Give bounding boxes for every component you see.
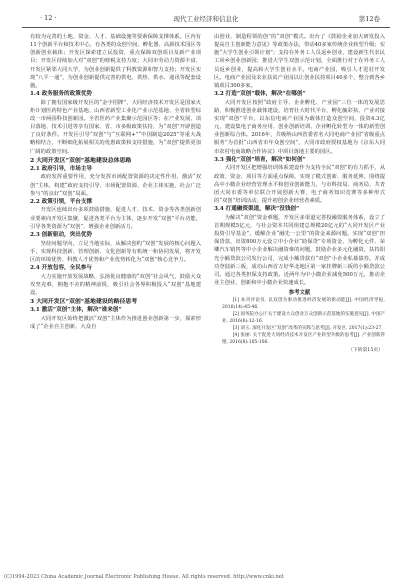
page-number: · 12 · [40,14,57,22]
section-heading: 1.4 政务服务的政策优势 [30,91,93,98]
section-heading: 2.3 创新驱动，突出优势 [30,231,93,238]
volume-label: 第12卷 [358,15,380,23]
section-heading: 2.2 政策引领，平台支撑 [30,198,93,205]
running-header [22,12,390,26]
paragraph: 由创业、制造程领的创”的“双创”模式。出台了《鼓励企业加大研发投入提高自主创新能力意见》等政策办法，带动40多家传统企业转型升级；实施“大学生创业引领计划”；支持在外务工人员返乡创业，建设新生代农民工回乡创业创新园；推进大学生双创示范计划，全面推行对于在外务工人员返乡创业，提高和大学生创业水平。电商产业园，吸引人才进驻开发区。电商产业园及农业扶贫产业园以让创业扶持项目40多个，整合到各乡镇项目300多家。 [214,34,385,89]
right-column [214,33,385,354]
section-heading: 3.4 打通融资渠道，解决“没钱创” [214,206,300,213]
continued-note: （下转第15页） [348,347,383,353]
journal-title: 现代工业经济和信息化 [173,15,239,23]
section-heading: 2 大同开发区“双创”基地建设总体思路 [30,156,132,164]
paragraph: 为解决“双创”资金难题，开发区多渠道完善投融资服务体系，设立了首期规模5亿元，与社会资本共同组建总规模20亿元的“大同开发区产业投资引导基金”，缓解企业“融先一公里”的资金来源问题。实现“双创”担保贷款，出资800万元设立中小企业“助保贷”专项资金，为孵化元件、荣卿汽车销售等中小企业解决融资难的问题，鼓励企业多元化融资，扶持阳光小额贷款公司发行公司，完成小额贷款有“双创”小企业私募债券。并成功登陆新三板，成功山西首万好华北地区第一家挂牌新三板的小额贷款公司。通过各类担保支持政策。近两年为中小微企业减免500万元，推动企业主创业，创新和中小微企业快速成长。 [214,214,385,286]
left-column [30,33,201,331]
section-heading: 3.2 打造“双创”载体，解决“在哪创” [214,91,306,98]
section-heading: 2.4 开放包容，全民参与 [30,264,93,271]
header-rule [22,27,390,28]
paragraph: 大力实施开放发展战略，弘扬优良健康的“双创”社会风气，鼓励大众攻坚克难，拥抱不舍的精神前锐，吸引社会各界积极投入“双创”基地建设。 [30,273,201,296]
reference-item: [3] 刘玉. 深化开发区“双创”改革的实践与思考[J]. 开发区, 2017(1):23-27. [232,325,383,331]
paragraph: 坚持问题导向，立足当地实际，从解决创约“双创”发展的核心问题入手，实现科技创新、管理创新、文化创新等有机统一和协同发展，将开发区的环境优势、科教人才优势和产业优势转化为“双创”核心竞争力。 [30,240,201,263]
section-heading: 3.3 强化“双创”培育，解决“如何创” [214,156,306,163]
paragraph: 除了拥有国家级开发区的“金字招牌”，大同经济技术开发区是国家火炬计划医药特色产业基地、山西省新型工业化产业示范基地、全省转型综改一市两园科技创新园。全省医药产业集聚示范园区等；在产业发展、项目落地、技术引进等享有国家、省、市多级政策扶持，为“双创”开辟创造了良好条件。开发区引导“双创”与“互联网+”“中国制造2025”等重大战略相结合，不断细化拓展相关的优惠政策和支持措施，为“双创”提供更加广阔的政策空间。 [30,99,201,155]
paragraph: 大同开发区始终把激活“双创”主体作为推进创业创新第一步，探索形成了“企业自主创新、大众自 [30,315,201,330]
reference-item: [1] 本刊评论员. 以双创为驱动推进经济发展的新动能[J]. 中国经济导报, 2016(14):45-46. [222,298,385,311]
references-title: 参考文献 [288,290,311,297]
paragraph: 大同开发区把增强培训体系建设作为支持全民“双创”的有力抓手，从政策、资金、项目等方面重点保障，实现了模式创新、服务延伸。围绕提高中小微企业经营管理水平和创业创新能力，与市科技局、商务局、共青团大同市委等单位联合开展创新大赛、电子商务知识竞赛等多种形式的“双创”培训活动，提升初创企业经营者素质。 [214,165,385,204]
reference-item: [2] 国务院办公厅关于建设大众创业万众创新示范基地的实施意见[J]. 中国产业, 2016(6):12-16. [222,311,385,324]
paragraph: 政府发挥重要作用，充分发挥市场配置资源的决定性作用，激活“双创”主体，构建“政府支持引导、市场配置资源、企业主体实施、社会广泛参与”的良好“双创”局面。 [30,174,201,197]
reference-item: [4] 张丽. 关于促进大同经济技术开发区产业转型升级的思考[J]. 产业创新管理, 2016(8):105-106. [222,332,385,345]
section-heading: 2.1 政府引导，市场主导 [30,165,93,172]
paragraph: 大同开发区按照“政府主导、企业孵化、产业园”三位一体的发展思路，积极推进创业载体建设，培育壮大时代平台，孵化毓彩执、产业对接实现“双创”平台，以东信电商产业园为载体打造众创空间，投资4.3亿元，建设集电子商务应用、创业创新培训、企业孵化转型为一体的新型创业创新综合体。2016年，共吸纳山西省委省名大同电商产业园“省级重点服务”为首批“山西省市年众创空间”，大同市政府授权基地为《京东大同市农村电商战略合作协议》中项目落地主要的园区。 [214,99,385,155]
paragraph: 开发区连续出台多项鼓励措施、促进人才、技术、资金等各类创新创业要素向开发区集聚，促进各类平台为主体，逐步开发“双创”平台功能，引导各类资源为“双创”，增强企业创新活力。 [30,207,201,230]
section-heading: 3.1 激活“双创”主体，解决“谁来创” [30,307,122,314]
copyright-footer: (C)1994-2023 China Academic Journal Electronic Publishing House. All rights reserved. http://www.cnki.net [4,574,284,580]
section-heading: 3 大同开发区“双创”基地建设的路径思考 [30,298,138,306]
paragraph: 有较为完善的土地、资金、人才、基础设施等要素保障支撑体系。区内有11个创新平台和技术中心，有各类的众创空间、孵化器、高新技术园区等创新创业载体；开发区探索建立民投资，重点保障双创项目及新产业项目；开发区持续加大对“双创”的财税支持力度；大同市劳动力资源丰富，开发区紧邻大同大学，为创业创新提供了科教资源和智力支持；开发区实现“八平一通”，为创业创新提供完善的供电、供热、供水、通讯等配套设施。 [30,34,201,89]
